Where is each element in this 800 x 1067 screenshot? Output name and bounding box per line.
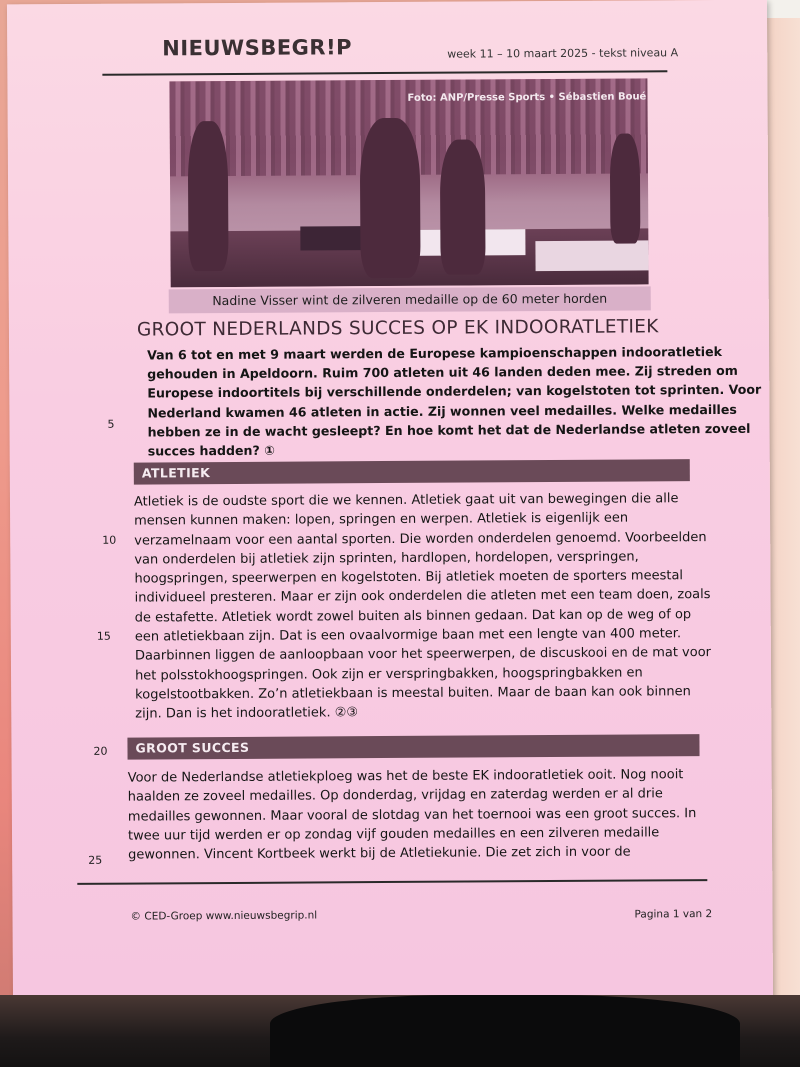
intro-line: Europese indoortitels bij verschillende onderdelen; van kogelstoten tot sprinten. Voor bbox=[147, 382, 762, 401]
body-line: gewonnen. Vincent Kortbeek werkt bij de Atletiekunie. Die zet zich in voor de bbox=[128, 844, 631, 863]
body-line: zijn. Dan is het indooratletiek. ②③ bbox=[135, 705, 359, 722]
header-divider bbox=[102, 70, 667, 75]
photo-caption: Nadine Visser wint de zilveren medaille op de 60 meter horden bbox=[169, 286, 651, 313]
intro-line: Van 6 tot en met 9 maart werden de Europese kampioenschappen indooratletiek bbox=[147, 343, 723, 363]
article-photo bbox=[169, 78, 648, 287]
intro-line: Nederland kwamen 46 atleten in actie. Zij wonnen veel medailles. Welke medailles bbox=[147, 401, 737, 421]
footer-page-number: Pagina 1 van 2 bbox=[634, 908, 713, 921]
photo-runner bbox=[188, 121, 229, 271]
shadow-blob bbox=[270, 995, 740, 1067]
body-line: hoogspringen, speerwerpen en kogelstoten. Bij atletiek moeten de sporters meestal bbox=[134, 568, 684, 587]
body-line: mensen kunnen maken: lopen, springen en werpen. Atletiek is eigenlijk een bbox=[134, 510, 629, 529]
footer-divider bbox=[77, 879, 707, 884]
body-line: het polsstokhoogspringen. Ook zijn er verspringbakken, hoogspringbakken en bbox=[135, 665, 643, 684]
body-line: een atletiekbaan zijn. Dat is een ovaalvormige baan met een lengte van 400 meter. bbox=[134, 626, 682, 645]
photo-runner bbox=[440, 139, 486, 274]
line-number: 10 bbox=[102, 533, 117, 547]
body-line: kogelstootbakken. Zo’n atletiekbaan is meestal buiten. Maar de baan kan ook binnen bbox=[135, 684, 691, 703]
body-line: Daarbinnen liggen de aanloopbaan voor het speerwerpen, de discuskooi en de mat voor bbox=[134, 645, 712, 664]
body-line: twee uur tijd werden er op zondag vijf gouden medailles en een zilveren medaille bbox=[127, 825, 660, 844]
photo-runner bbox=[360, 118, 421, 278]
line-number: 5 bbox=[107, 417, 115, 431]
body-line: medailles gewonnen. Maar vooral de slotdag van het toernooi was een groot succes. In bbox=[127, 805, 697, 825]
section-body-atletiek bbox=[134, 489, 711, 724]
intro-line: gehouden in Apeldoorn. Ruim 700 atleten uit 46 landen deden mee. Zij streden om bbox=[147, 363, 738, 382]
body-line: Voor de Nederlandse atletiekploeg was het de beste EK indooratletiek ooit. Nog nooit bbox=[127, 767, 684, 786]
logo: NIEUWSBEGR!P bbox=[162, 35, 353, 61]
photo-credit: Foto: ANP/Presse Sports • Sébastien Boué bbox=[407, 91, 647, 104]
article-intro bbox=[147, 342, 762, 461]
body-line: verzamelnaam voor een aantal sporten. Die worden onderdelen genoemd. Voorbeelden bbox=[134, 529, 707, 549]
body-line: van onderdelen bij atletiek zijn sprinten, hardlopen, hordelopen, verspringen, bbox=[134, 549, 639, 568]
document-page bbox=[7, 0, 773, 1007]
body-line: Atletiek is de oudste sport die we kennen. Atletiek gaat uit van bewegingen die alle bbox=[133, 491, 679, 510]
body-line: haalden ze zoveel medailles. Op donderdag, vrijdag en zaterdag werden er al drie bbox=[127, 786, 663, 805]
intro-line: succes hadden? ① bbox=[147, 442, 275, 459]
article-title: GROOT NEDERLANDS SUCCES OP EK INDOORATLETIEK bbox=[136, 316, 659, 341]
section-heading-groot-succes: GROOT SUCCES bbox=[127, 734, 699, 759]
body-line: individueel presteren. Maar er zijn ook onderdelen die atleten met een team doen, zoals bbox=[134, 587, 711, 607]
section-body-groot-succes bbox=[128, 765, 697, 865]
desk-surface bbox=[0, 995, 800, 1067]
intro-line: hebben ze in de wacht gesleept? En hoe komt het dat de Nederlandse atleten zoveel bbox=[147, 420, 751, 440]
line-number: 15 bbox=[96, 629, 111, 643]
line-number: 20 bbox=[93, 744, 108, 758]
photo-banner bbox=[535, 240, 648, 271]
body-line: de estafette. Atletiek wordt zowel buiten als binnen gedaan. Dat kan op de weg of op bbox=[134, 606, 692, 626]
line-number: 25 bbox=[88, 853, 103, 867]
footer-copyright: © CED-Groep www.nieuwsbegrip.nl bbox=[130, 909, 318, 923]
header-meta: week 11 – 10 maart 2025 - tekst niveau A bbox=[447, 46, 679, 61]
photo-runner bbox=[610, 133, 641, 243]
section-heading-atletiek: ATLETIEK bbox=[134, 459, 690, 484]
